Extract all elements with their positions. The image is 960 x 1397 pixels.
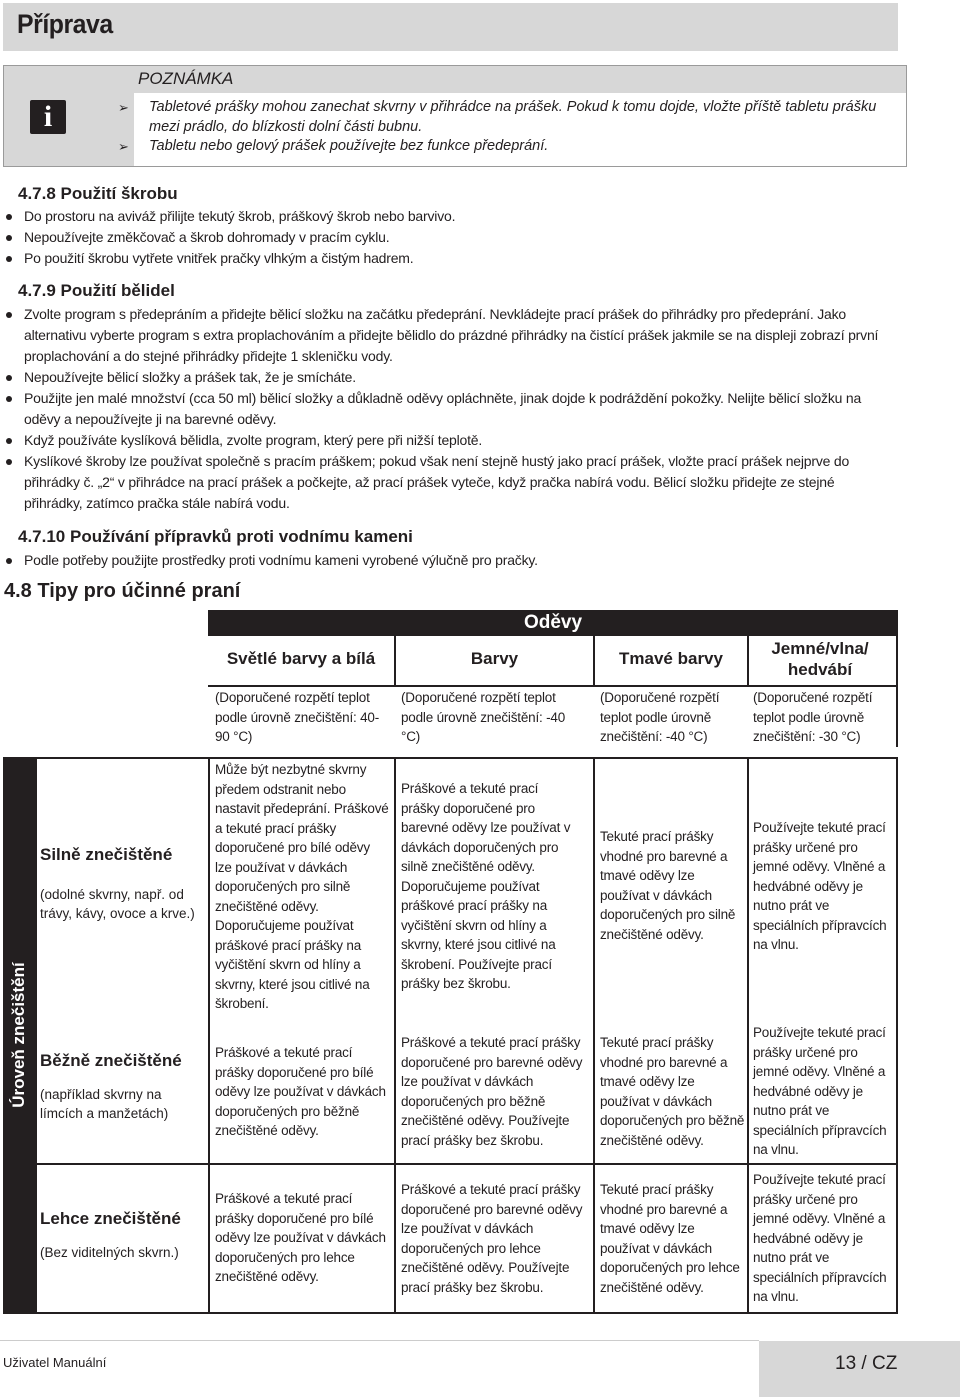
- table-cell: Používejte tekuté prací prášky určené pro jemné oděvy. Vlněné a hedvábné oděvy je nutno prát ve speciálních přípravcích na vlnu.: [753, 820, 887, 952]
- bullet-icon: [6, 235, 12, 241]
- note-item: ➢ Tabletové prášky mohou zanechat skvrny v přihrádce na prášek. Pokud k tomu dojde, vložte příště tabletu prášku mezi prádlo, do blízkosti dolní části bubnu.: [118, 99, 877, 135]
- note-box: [3, 65, 907, 167]
- section-heading-478: 4.7.8 Použití škrobu: [18, 184, 178, 203]
- bullet-icon: [6, 375, 12, 381]
- list-item: Nepoužívejte bělicí složky a prášek tak, že je smícháte.: [6, 367, 896, 388]
- table-cell: Práškové a tekuté prací prášky doporučené pro bílé oděvy lze používat v dávkách doporučených pro běžně znečištěné oděvy.: [215, 1045, 386, 1138]
- column-note: (Doporučené rozpětí teplot podle úrovně znečištění: 40-90 °C): [215, 690, 380, 744]
- bullet-icon: [6, 396, 12, 402]
- column-note: (Doporučené rozpětí teplot podle úrovně znečištění: -30 °C): [753, 690, 873, 744]
- table-cell: Práškové a tekuté prací prášky doporučené pro barevné oděvy lze používat v dávkách doporučených pro běžně znečištěné oděvy. Používejte prací prášky bez škrobu.: [401, 1035, 583, 1148]
- note-item: ➢ Tabletu nebo gelový prášek používejte bez funkce předeprání.: [118, 137, 904, 157]
- table-cell: Práškové a tekuté prací prášky doporučené pro barevné oděvy lze používat v dávkách doporučených pro lehce znečištěné oděvy. Používejte prací prášky bez škrobu.: [401, 1182, 583, 1295]
- page-number: 13 / CZ: [835, 1353, 898, 1374]
- row-header: Lehce znečištěné (Bez viditelných skvrn.): [40, 1209, 181, 1260]
- column-header: Světlé barvy a bílá: [226, 649, 376, 668]
- table-cell: Práškové a tekuté prací prášky doporučené pro bílé oděvy lze používat v dávkách doporučených pro lehce znečištěné oděvy.: [215, 1191, 386, 1284]
- table-cell: Tekuté prací prášky vhodné pro barevné a tmavé oděvy lze používat v dávkách doporučených pro běžně znečištěné oděvy.: [600, 1035, 745, 1148]
- column-header: Jemné/vlna/ hedvábí: [771, 639, 869, 679]
- bullet-icon: [6, 459, 12, 465]
- column-header: Tmavé barvy: [619, 649, 723, 668]
- table-cell: Používejte tekuté prací prášky určené pro jemné oděvy. Vlněné a hedvábné oděvy je nutno prát ve speciálních přípravcích na vlnu.: [753, 1025, 887, 1157]
- list-item: Kyslíkové škroby lze používat společně s pracím práškem; pokud však není stejně hustý jako prací prášek, vložte prací prášek nejprve do přihrádky č. „2“ v přihrádce na prací prášek a počkejte, až prací prášek vyteče, když pračka nabírá vodu. Bělicí složku přidejte ze stejné přihrádky, zatímco pračka stále nabírá vodu.: [6, 451, 896, 514]
- list-4710: [6, 550, 896, 571]
- table-top-header: Oděvy: [523, 612, 583, 633]
- table-cell: Používejte tekuté prací prášky určené pro jemné oděvy. Vlněné a hedvábné oděvy je nutno prát ve speciálních přípravcích na vlnu.: [753, 1172, 887, 1304]
- note-title: POZNÁMKA: [138, 69, 234, 88]
- list-item: Do prostoru na aviváž přilijte tekutý škrob, práškový škrob nebo barvivo.: [6, 206, 896, 227]
- list-479: [6, 304, 896, 514]
- section-heading-479: 4.7.9 Použití bělidel: [18, 281, 175, 300]
- bullet-icon: [6, 256, 12, 262]
- arrow-icon: ➢: [118, 100, 129, 115]
- table-cell: Tekuté prací prášky vhodné pro barevné a tmavé oděvy lze používat v dávkách doporučených pro silně znečištěné oděvy.: [600, 829, 736, 942]
- bullet-icon: [6, 214, 12, 220]
- bullet-icon: [6, 312, 12, 318]
- page-header: [3, 3, 898, 51]
- table-cell: Práškové a tekuté prací prášky doporučené pro barevné oděvy lze používat v dávkách doporučených pro silně znečištěné oděvy. Doporučujeme používat práškové prací prášky na vyčištění skvrn od hlíny a skvrny, které jsou citlivé na škrobení. Používejte prací prášky bez škrobu.: [401, 781, 571, 991]
- section-heading-4710: 4.7.10 Používání přípravků proti vodnímu kameni: [18, 527, 413, 546]
- list-item: Když používáte kyslíková bělidla, zvolte program, který pere při nižší teplotě.: [6, 430, 896, 451]
- table-cell: Může být nezbytné skvrny předem odstranit nebo nastavit předeprání. Práškové a tekuté prací prášky doporučené pro bílé oděvy lze používat v dávkách doporučených pro silně znečištěné oděvy. Doporučujeme používat práškové prací prášky na vyčištění skvrn od hlíny a skvrny, které jsou citlivé na škrobení.: [215, 762, 389, 1011]
- row-header: Silně znečištěné (odolné skvrny, např. od trávy, kávy, ovoce a krve.): [40, 845, 195, 921]
- row-header: Běžně znečištěné (například skvrny na límcích a manžetách): [40, 1051, 182, 1121]
- list-item: Podle potřeby použijte prostředky proti vodnímu kameni vyrobené výlučně pro pračky.: [6, 550, 896, 571]
- footer-manual-label: Uživatel Manuální: [3, 1355, 107, 1370]
- arrow-icon: ➢: [118, 139, 129, 154]
- list-item: Nepoužívejte změkčovač a škrob dohromady v pracím cyklu.: [6, 227, 896, 248]
- list-478: [6, 206, 896, 269]
- column-note: (Doporučené rozpětí teplot podle úrovně znečištění: -40 °C): [401, 690, 566, 744]
- column-header: Barvy: [470, 649, 519, 668]
- list-item: Po použití škrobu vytřete vnitřek pračky vlhkým a čistým hadrem.: [6, 248, 896, 269]
- side-header: Úroveň znečištění: [9, 962, 28, 1108]
- section-heading-48: 4.8 Tipy pro účinné praní: [4, 580, 241, 602]
- list-item: Zvolte program s předepráním a přidejte bělicí složku na začátku předeprání. Nevkládejte prací prášek do přihrádky pro předeprání. Jako alternativu vyberte program s extra proplachováním a přidejte bělidlo do prázdné přihrádky na čistící prášek jakmile se na displeji zobrazí první proplachování a do stejné přihrádky přidejte 1 skleničku vody.: [6, 304, 896, 367]
- info-icon: i: [30, 100, 66, 134]
- bullet-icon: [6, 438, 12, 444]
- list-item: Použijte jen malé množství (cca 50 ml) bělicí složky a důkladně oděvy opláchněte, jinak dojde k podráždění pokožky. Nelijte bělicí složku na oděvy a nepoužívejte ji na barevné oděvy.: [6, 388, 896, 430]
- page-title: Příprava: [17, 9, 113, 39]
- bullet-icon: [6, 558, 12, 564]
- table-cell: Tekuté prací prášky vhodné pro barevné a tmavé oděvy lze používat v dávkách doporučených pro lehce znečištěné oděvy.: [600, 1182, 740, 1295]
- column-note: (Doporučené rozpětí teplot podle úrovně znečištění: -40 °C): [600, 690, 720, 744]
